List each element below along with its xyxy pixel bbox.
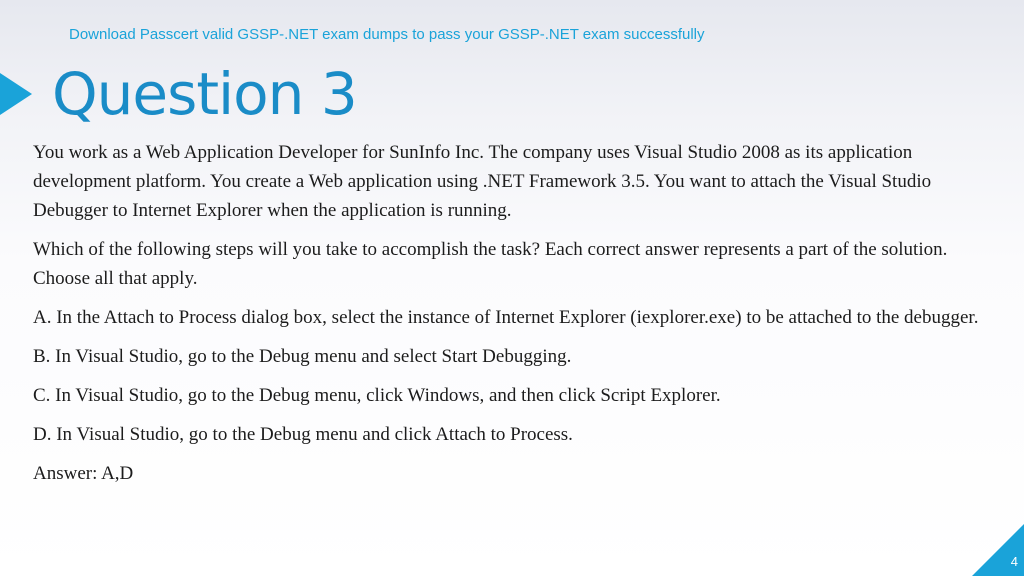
question-instruction: Which of the following steps will you take to accomplish the task? Each correct answer represents a part of the solution. Choose all that apply. — [33, 239, 948, 289]
option-c: C. In Visual Studio, go to the Debug menu, click Windows, and then click Script Explorer. — [33, 385, 721, 406]
slide-title: Question 3 — [52, 60, 357, 128]
question-content — [33, 138, 993, 498]
page-number: 4 — [1010, 554, 1018, 569]
option-a: A. In the Attach to Process dialog box, select the instance of Internet Explorer (iexplorer.exe) to be attached to the debugger. — [33, 307, 979, 328]
title-arrow-icon — [0, 73, 32, 115]
download-banner[interactable]: Download Passcert valid GSSP-.NET exam dumps to pass your GSSP-.NET exam successfully — [69, 26, 705, 43]
option-b: B. In Visual Studio, go to the Debug menu and select Start Debugging. — [33, 346, 572, 367]
option-d: D. In Visual Studio, go to the Debug menu and click Attach to Process. — [33, 424, 573, 445]
question-stem: You work as a Web Application Developer for SunInfo Inc. The company uses Visual Studio 2008 as its application development platform. You create a Web application using .NET Framework 3.5. You want to attach the Visual Studio Debugger to Internet Explorer when the application is running. — [33, 142, 932, 221]
answer: Answer: A,D — [33, 463, 134, 484]
